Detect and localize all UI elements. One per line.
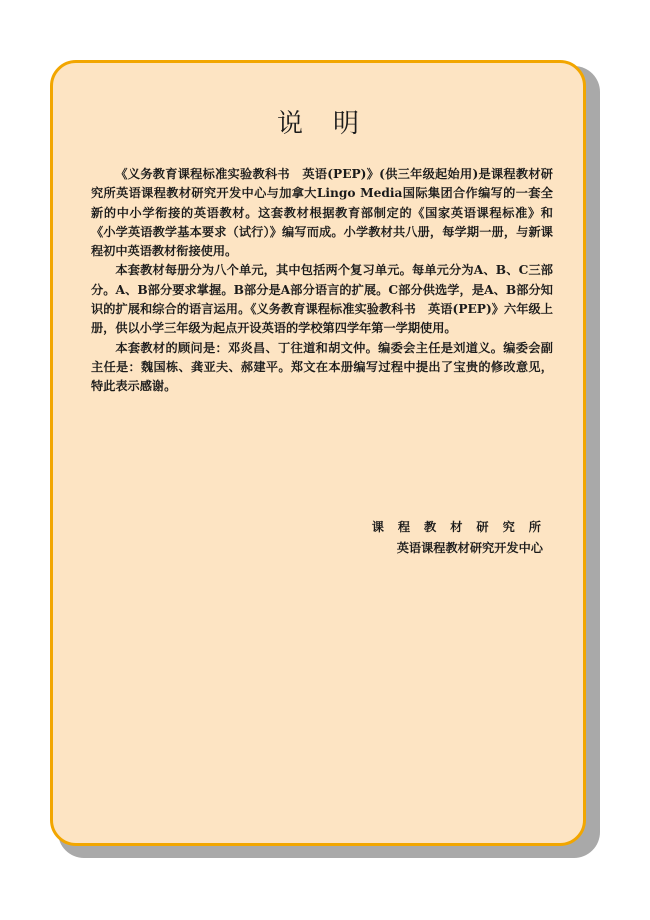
- document-card: [50, 60, 586, 846]
- paragraph-structure: 本套教材每册分为八个单元，其中包括两个复习单元。每单元分为A、B、C三部分。A、B部分要求掌握。B部分是A部分语言的扩展。C部分供选学，是A、B部分知识的扩展和综合的语言运用。《义务教育课程标准实验教科书 英语(PEP)》六年级上册，供以小学三年级为起点开设英语的学校第四学年第一学期使用。: [91, 263, 553, 336]
- paragraph-intro: 《义务教育课程标准实验教科书 英语(PEP)》(供三年级起始用)是课程教材研究所英语课程教材研究开发中心与加拿大Lingo Media国际集团合作编写的一套全新的中小学衔接的英语教材。这套教材根据教育部制定的《国家英语课程标准》和《小学英语教学基本要求（试行）》编写而成。小学教材共八册，每学期一册，与新课程初中英语教材衔接使用。: [91, 167, 553, 259]
- signature-block: [371, 517, 555, 559]
- signature-center: 英语课程教材研究开发中心: [396, 541, 543, 555]
- body-text: [91, 165, 553, 397]
- signature-organization: 课程教材研究所: [371, 520, 555, 534]
- page-title: 说明: [276, 109, 389, 139]
- paragraph-acknowledgements: 本套教材的顾问是：邓炎昌、丁往道和胡文仲。编委会主任是刘道义。编委会副主任是：魏国栋、龚亚夫、郝建平。郑文在本册编写过程中提出了宝贵的修改意见，特此表示感谢。: [91, 340, 553, 394]
